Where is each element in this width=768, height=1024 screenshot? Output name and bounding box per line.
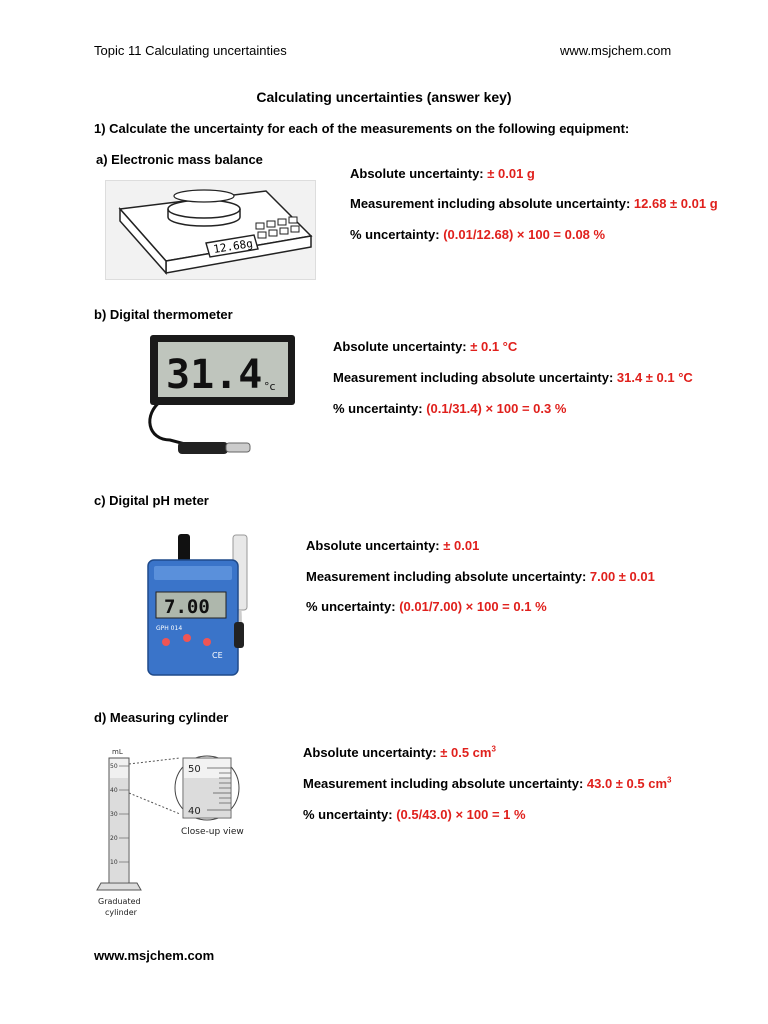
- thermometer-display: 31.4: [166, 352, 263, 398]
- section-heading-d: d) Measuring cylinder: [94, 710, 229, 725]
- pct-label: % uncertainty:: [333, 401, 427, 416]
- tick-20: 20: [110, 835, 118, 842]
- ce-mark: CE: [212, 651, 223, 660]
- abs-label: Absolute uncertainty:: [306, 538, 444, 553]
- abs-value: ± 0.01 g: [487, 166, 535, 181]
- section-heading-b: b) Digital thermometer: [94, 307, 233, 322]
- meas-label: Measurement including absolute uncertainty:: [333, 370, 617, 385]
- header-website: www.msjchem.com: [560, 43, 672, 58]
- zoom-label-bottom: 40: [188, 806, 201, 817]
- cylinder-caption-1: Graduated: [98, 897, 141, 906]
- ph-meter-image: [140, 530, 270, 685]
- pct-uncertainty-a: [350, 227, 605, 242]
- abs-uncertainty-d: [303, 745, 496, 760]
- abs-superscript: 3: [491, 744, 496, 754]
- pct-value: (0.01/12.68) × 100 = 0.08 %: [443, 227, 606, 242]
- tick-30: 30: [110, 811, 118, 818]
- section-heading-c: c) Digital pH meter: [94, 493, 209, 508]
- meas-label: Measurement including absolute uncertainty:: [350, 196, 634, 211]
- pct-uncertainty-d: [303, 807, 526, 822]
- measurement-c: [306, 569, 655, 584]
- header-title: Topic 11 Calculating uncertainties: [94, 43, 287, 58]
- question-text: 1) Calculate the uncertainty for each of the measurements on the following equipment:: [94, 121, 630, 136]
- abs-label: Absolute uncertainty:: [303, 745, 441, 760]
- abs-uncertainty-c: [306, 538, 479, 553]
- pct-uncertainty-b: [333, 401, 566, 416]
- meas-label: Measurement including absolute uncertainty:: [306, 569, 590, 584]
- zoom-caption: Close-up view: [181, 827, 244, 837]
- pct-label: % uncertainty:: [303, 807, 397, 822]
- zoom-label-top: 50: [188, 764, 201, 775]
- abs-label: Absolute uncertainty:: [350, 166, 488, 181]
- pct-label: % uncertainty:: [350, 227, 444, 242]
- ph-model-label: GPH 014: [156, 625, 183, 632]
- measurement-d: [303, 776, 671, 791]
- pct-value: (0.1/31.4) × 100 = 0.3 %: [426, 401, 567, 416]
- pct-uncertainty-c: [306, 599, 547, 614]
- thermometer-unit: °c: [264, 380, 276, 393]
- pct-label: % uncertainty:: [306, 599, 400, 614]
- thermometer-image: [140, 330, 300, 465]
- abs-uncertainty-b: [333, 339, 517, 354]
- measuring-cylinder-image: [95, 738, 265, 920]
- abs-value: ± 0.01: [443, 538, 480, 553]
- mass-balance-image: [105, 180, 316, 280]
- meas-label: Measurement including absolute uncertainty:: [303, 776, 587, 791]
- meas-superscript: 3: [667, 775, 672, 785]
- footer-website: www.msjchem.com: [94, 948, 215, 963]
- tick-10: 10: [110, 859, 118, 866]
- meas-value: 12.68 ± 0.01 g: [633, 196, 718, 211]
- balance-display: 12.68g: [212, 236, 254, 256]
- section-heading-a: a) Electronic mass balance: [96, 152, 263, 167]
- measurement-b: [333, 370, 693, 385]
- measurement-a: [350, 196, 718, 211]
- abs-value: ± 0.5 cm: [440, 745, 492, 760]
- pct-value: (0.01/7.00) × 100 = 0.1 %: [399, 599, 547, 614]
- tick-50: 50: [110, 763, 118, 770]
- tick-40: 40: [110, 787, 118, 794]
- meas-value: 43.0 ± 0.5 cm: [586, 776, 668, 791]
- meas-value: 31.4 ± 0.1 °C: [616, 370, 693, 385]
- cylinder-unit: mL: [112, 748, 123, 756]
- ph-display: 7.00: [164, 596, 210, 618]
- cylinder-caption-2: cylinder: [105, 908, 137, 917]
- pct-value: (0.5/43.0) × 100 = 1 %: [396, 807, 526, 822]
- abs-uncertainty-a: [350, 166, 535, 181]
- page-title: Calculating uncertainties (answer key): [256, 89, 512, 105]
- abs-value: ± 0.1 °C: [470, 339, 518, 354]
- meas-value: 7.00 ± 0.01: [589, 569, 655, 584]
- abs-label: Absolute uncertainty:: [333, 339, 471, 354]
